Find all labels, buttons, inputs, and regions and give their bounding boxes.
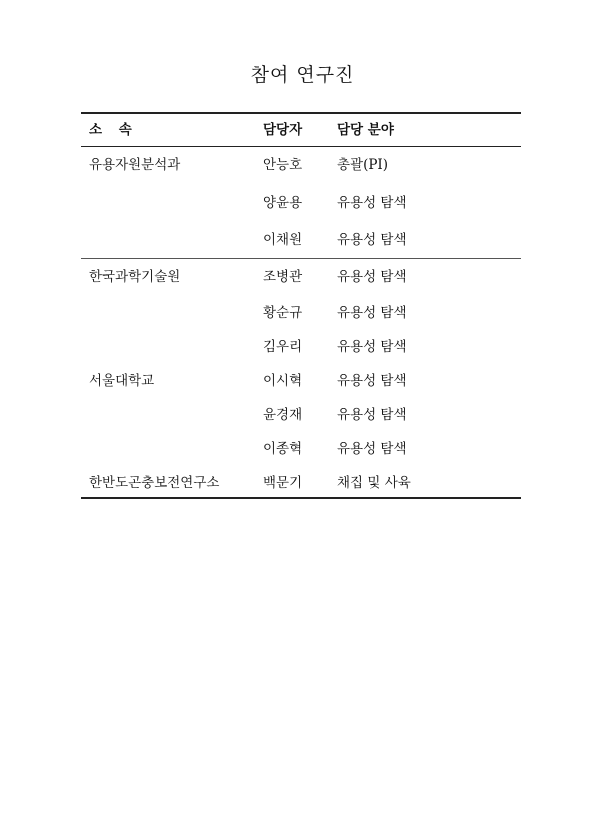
researchers-table — [81, 112, 521, 499]
table-row — [81, 363, 521, 397]
cell-field: 유용성 탐색 — [337, 339, 407, 355]
table-row — [81, 465, 521, 497]
table-row — [81, 295, 521, 329]
cell-field: 유용성 탐색 — [337, 232, 407, 248]
cell-person: 이종혁 — [263, 441, 303, 457]
cell-field: 유용성 탐색 — [337, 269, 407, 285]
cell-person: 이시혁 — [263, 373, 303, 389]
table-row — [81, 259, 521, 295]
cell-org: 서울대학교 — [89, 373, 155, 389]
table-header-row — [81, 114, 521, 147]
table-row — [81, 431, 521, 465]
table-row — [81, 329, 521, 363]
cell-org: 유용자원분석과 — [89, 157, 181, 173]
table-row — [81, 222, 521, 259]
header-person: 담당자 — [263, 122, 303, 138]
table-row — [81, 185, 521, 222]
cell-person: 김우리 — [263, 339, 303, 355]
cell-person: 윤경재 — [263, 407, 303, 423]
cell-person: 황순규 — [263, 305, 303, 321]
cell-field: 유용성 탐색 — [337, 195, 407, 211]
cell-person: 이채원 — [263, 232, 303, 248]
cell-person: 안능호 — [263, 157, 303, 173]
cell-person: 양윤용 — [263, 195, 303, 211]
cell-field: 유용성 탐색 — [337, 305, 407, 321]
table-row — [81, 397, 521, 431]
cell-field: 유용성 탐색 — [337, 373, 407, 389]
table-row — [81, 147, 521, 185]
cell-field: 채집 및 사육 — [337, 475, 411, 491]
cell-person: 백문기 — [263, 475, 303, 491]
header-field: 담당 분야 — [337, 122, 394, 138]
cell-org: 한국과학기술원 — [89, 269, 181, 285]
header-org: 소 속 — [89, 122, 138, 138]
page-title: 참여 연구진 — [250, 64, 355, 86]
cell-field: 유용성 탐색 — [337, 407, 407, 423]
cell-field: 총괄(PI) — [337, 157, 389, 173]
cell-person: 조병관 — [263, 269, 303, 285]
cell-field: 유용성 탐색 — [337, 441, 407, 457]
cell-org: 한반도곤충보전연구소 — [89, 475, 220, 491]
